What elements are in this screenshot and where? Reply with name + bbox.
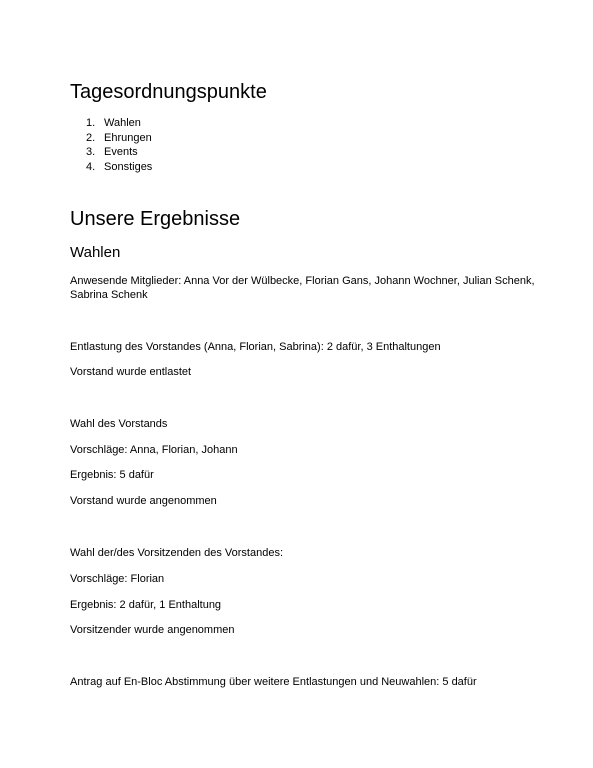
agenda-item	[70, 116, 152, 131]
agenda-item-label: Wahlen	[104, 117, 141, 129]
agenda-item-label: Sonstiges	[104, 160, 153, 173]
agenda-item-label: Ehrungen	[104, 131, 152, 144]
agenda-item	[70, 160, 152, 175]
results-heading: Unsere Ergebnisse	[70, 208, 241, 230]
agenda-item-number: 1.	[86, 117, 96, 129]
agenda-heading: Tagesordnungspunkte	[70, 81, 267, 103]
agenda-item	[70, 131, 152, 146]
section-heading-wahlen: Wahlen	[70, 244, 121, 261]
board-election-title: Wahl des Vorstands	[70, 418, 168, 430]
agenda-item-number: 2.	[86, 131, 96, 144]
discharge-result-text: Vorstand wurde entlastet	[70, 366, 192, 378]
board-result-text: Ergebnis: 5 dafür	[70, 469, 154, 481]
agenda-list	[70, 116, 152, 174]
members-present-text: Anwesende Mitglieder: Anna Vor der Wülbecke, Florian Gans, Johann Wochner, Julian Schenk, Sabrina Schenk	[70, 275, 535, 301]
board-outcome-text: Vorstand wurde angenommen	[70, 495, 217, 507]
agenda-item	[70, 145, 152, 160]
chair-outcome-text: Vorsitzender wurde angenommen	[70, 624, 235, 636]
chair-election-title: Wahl der/des Vorsitzenden des Vorstandes:	[70, 547, 283, 559]
enbloc-motion-text: Antrag auf En-Bloc Abstimmung über weitere Entlastungen und Neuwahlen: 5 dafür	[70, 676, 477, 688]
chair-proposals-text: Vorschläge: Florian	[70, 573, 165, 585]
agenda-item-label: Events	[104, 146, 138, 158]
agenda-item-number: 3.	[86, 146, 96, 158]
discharge-vote-text: Entlastung des Vorstandes (Anna, Florian, Sabrina): 2 dafür, 3 Enthaltungen	[70, 341, 441, 353]
board-proposals-text: Vorschläge: Anna, Florian, Johann	[70, 444, 238, 456]
agenda-item-number: 4.	[86, 160, 96, 173]
chair-result-text: Ergebnis: 2 dafür, 1 Enthaltung	[70, 599, 222, 611]
